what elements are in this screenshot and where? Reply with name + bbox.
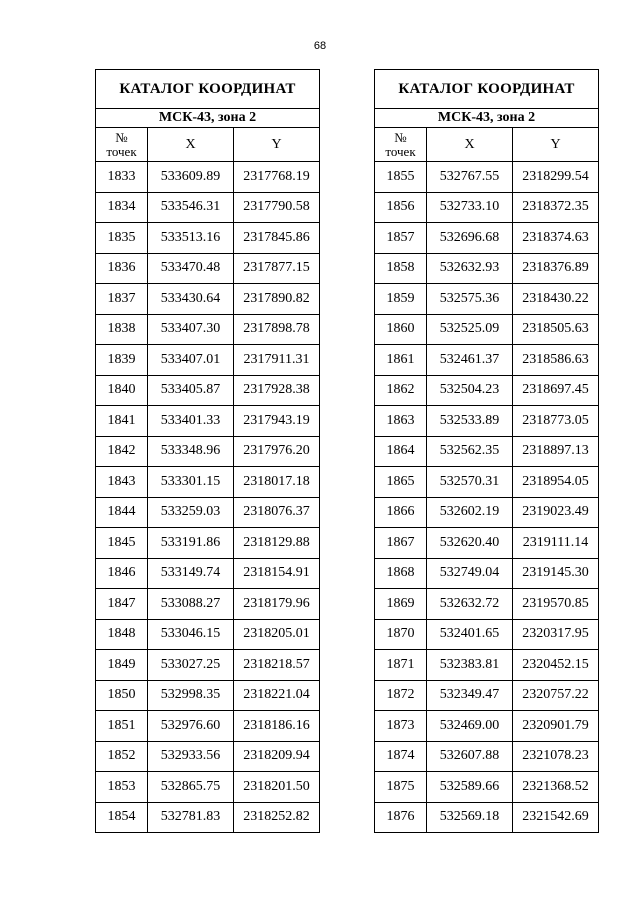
x-coordinate-cell: 532533.89 [427, 406, 513, 437]
table-row [96, 619, 320, 650]
points-label: точек [385, 143, 416, 159]
y-coordinate-cell: 2319145.30 [513, 558, 599, 589]
y-coordinate-cell: 2317790.58 [234, 192, 320, 223]
point-number-cell: 1835 [96, 223, 148, 254]
table-row [375, 497, 599, 528]
point-number-cell: 1875 [375, 772, 427, 803]
table-row [375, 253, 599, 284]
point-number-cell: 1840 [96, 375, 148, 406]
y-coordinate-cell: 2321078.23 [513, 741, 599, 772]
x-coordinate-cell: 533546.31 [148, 192, 234, 223]
column-header-point-number [96, 128, 148, 162]
table-row [96, 345, 320, 376]
point-number-cell: 1867 [375, 528, 427, 559]
y-coordinate-cell: 2318218.57 [234, 650, 320, 681]
x-coordinate-cell: 532696.68 [427, 223, 513, 254]
point-number-cell: 1848 [96, 619, 148, 650]
y-coordinate-cell: 2318076.37 [234, 497, 320, 528]
x-coordinate-cell: 533046.15 [148, 619, 234, 650]
table-row [96, 314, 320, 345]
y-coordinate-cell: 2319570.85 [513, 589, 599, 620]
x-coordinate-cell: 532575.36 [427, 284, 513, 315]
coordinate-catalog-right [374, 69, 599, 833]
table-row [375, 619, 599, 650]
y-coordinate-cell: 2320317.95 [513, 619, 599, 650]
y-coordinate-cell: 2317928.38 [234, 375, 320, 406]
table-row [96, 741, 320, 772]
catalog-title: КАТАЛОГ КООРДИНАТ [375, 70, 599, 109]
coordinate-system: МСК-43, зона 2 [375, 109, 599, 128]
y-coordinate-cell: 2321368.52 [513, 772, 599, 803]
x-coordinate-cell: 532998.35 [148, 680, 234, 711]
table-row [96, 223, 320, 254]
x-coordinate-cell: 532589.66 [427, 772, 513, 803]
table-row [96, 162, 320, 193]
y-coordinate-cell: 2318374.63 [513, 223, 599, 254]
point-number-cell: 1870 [375, 619, 427, 650]
point-number-cell: 1852 [96, 741, 148, 772]
table-row [375, 162, 599, 193]
column-header-point-number [375, 128, 427, 162]
y-coordinate-cell: 2320757.22 [513, 680, 599, 711]
point-number-cell: 1872 [375, 680, 427, 711]
y-coordinate-cell: 2320452.15 [513, 650, 599, 681]
y-coordinate-cell: 2317890.82 [234, 284, 320, 315]
table-row [96, 680, 320, 711]
number-sign: № [394, 129, 407, 145]
y-coordinate-cell: 2318299.54 [513, 162, 599, 193]
table-row [375, 314, 599, 345]
y-coordinate-cell: 2318954.05 [513, 467, 599, 498]
point-number-cell: 1855 [375, 162, 427, 193]
table-row [96, 711, 320, 742]
y-coordinate-cell: 2317877.15 [234, 253, 320, 284]
y-coordinate-cell: 2318129.88 [234, 528, 320, 559]
point-number-cell: 1869 [375, 589, 427, 620]
table-row [375, 223, 599, 254]
table-row [375, 406, 599, 437]
x-coordinate-cell: 533348.96 [148, 436, 234, 467]
point-number-cell: 1856 [375, 192, 427, 223]
y-coordinate-cell: 2318154.91 [234, 558, 320, 589]
x-coordinate-cell: 533401.33 [148, 406, 234, 437]
x-coordinate-cell: 532781.83 [148, 802, 234, 833]
point-number-cell: 1846 [96, 558, 148, 589]
table-row [96, 436, 320, 467]
y-coordinate-cell: 2317943.19 [234, 406, 320, 437]
column-header-x: X [148, 128, 234, 162]
y-coordinate-cell: 2319111.14 [513, 528, 599, 559]
table-row [375, 192, 599, 223]
table-row [375, 467, 599, 498]
x-coordinate-cell: 532469.00 [427, 711, 513, 742]
y-coordinate-cell: 2317976.20 [234, 436, 320, 467]
point-number-cell: 1850 [96, 680, 148, 711]
point-number-cell: 1873 [375, 711, 427, 742]
x-coordinate-cell: 533513.16 [148, 223, 234, 254]
y-coordinate-cell: 2318586.63 [513, 345, 599, 376]
y-coordinate-cell: 2321542.69 [513, 802, 599, 833]
x-coordinate-cell: 533149.74 [148, 558, 234, 589]
point-number-cell: 1861 [375, 345, 427, 376]
table-row [96, 406, 320, 437]
point-number-cell: 1845 [96, 528, 148, 559]
point-number-cell: 1859 [375, 284, 427, 315]
point-number-cell: 1837 [96, 284, 148, 315]
point-number-cell: 1833 [96, 162, 148, 193]
y-coordinate-cell: 2318430.22 [513, 284, 599, 315]
points-label: точек [106, 143, 137, 159]
table-row [96, 253, 320, 284]
point-number-cell: 1847 [96, 589, 148, 620]
number-sign: № [115, 129, 128, 145]
x-coordinate-cell: 533301.15 [148, 467, 234, 498]
point-number-cell: 1857 [375, 223, 427, 254]
point-number-cell: 1876 [375, 802, 427, 833]
table-row [375, 284, 599, 315]
x-coordinate-cell: 532865.75 [148, 772, 234, 803]
x-coordinate-cell: 532767.55 [427, 162, 513, 193]
x-coordinate-cell: 533191.86 [148, 528, 234, 559]
point-number-cell: 1865 [375, 467, 427, 498]
table-row [96, 558, 320, 589]
table-row [96, 497, 320, 528]
x-coordinate-cell: 533430.64 [148, 284, 234, 315]
column-header-y: Y [513, 128, 599, 162]
y-coordinate-cell: 2318697.45 [513, 375, 599, 406]
point-number-cell: 1834 [96, 192, 148, 223]
x-coordinate-cell: 532933.56 [148, 741, 234, 772]
x-coordinate-cell: 533609.89 [148, 162, 234, 193]
x-coordinate-cell: 533088.27 [148, 589, 234, 620]
catalog-title: КАТАЛОГ КООРДИНАТ [96, 70, 320, 109]
y-coordinate-cell: 2318897.13 [513, 436, 599, 467]
y-coordinate-cell: 2318179.96 [234, 589, 320, 620]
x-coordinate-cell: 532401.65 [427, 619, 513, 650]
y-coordinate-cell: 2318505.63 [513, 314, 599, 345]
x-coordinate-cell: 533027.25 [148, 650, 234, 681]
x-coordinate-cell: 532607.88 [427, 741, 513, 772]
table-row [96, 528, 320, 559]
x-coordinate-cell: 533407.30 [148, 314, 234, 345]
table-row [96, 192, 320, 223]
point-number-cell: 1843 [96, 467, 148, 498]
point-number-cell: 1844 [96, 497, 148, 528]
x-coordinate-cell: 533405.87 [148, 375, 234, 406]
point-number-cell: 1868 [375, 558, 427, 589]
table-row [96, 467, 320, 498]
y-coordinate-cell: 2317845.86 [234, 223, 320, 254]
point-number-cell: 1839 [96, 345, 148, 376]
column-header-x: X [427, 128, 513, 162]
table-row [375, 802, 599, 833]
y-coordinate-cell: 2317911.31 [234, 345, 320, 376]
point-number-cell: 1854 [96, 802, 148, 833]
table-row [96, 375, 320, 406]
table-body [375, 162, 599, 833]
point-number-cell: 1862 [375, 375, 427, 406]
point-number-cell: 1864 [375, 436, 427, 467]
y-coordinate-cell: 2318372.35 [513, 192, 599, 223]
column-header-y: Y [234, 128, 320, 162]
x-coordinate-cell: 532733.10 [427, 192, 513, 223]
y-coordinate-cell: 2318773.05 [513, 406, 599, 437]
table-row [375, 772, 599, 803]
x-coordinate-cell: 532569.18 [427, 802, 513, 833]
y-coordinate-cell: 2317768.19 [234, 162, 320, 193]
table-row [375, 680, 599, 711]
x-coordinate-cell: 533407.01 [148, 345, 234, 376]
x-coordinate-cell: 533259.03 [148, 497, 234, 528]
table-row [375, 589, 599, 620]
point-number-cell: 1853 [96, 772, 148, 803]
table-row [375, 558, 599, 589]
table-row [96, 284, 320, 315]
y-coordinate-cell: 2318376.89 [513, 253, 599, 284]
y-coordinate-cell: 2318201.50 [234, 772, 320, 803]
point-number-cell: 1838 [96, 314, 148, 345]
table-row [375, 528, 599, 559]
y-coordinate-cell: 2318252.82 [234, 802, 320, 833]
table-row [96, 589, 320, 620]
point-number-cell: 1871 [375, 650, 427, 681]
point-number-cell: 1863 [375, 406, 427, 437]
table-row [375, 375, 599, 406]
table-row [96, 650, 320, 681]
y-coordinate-cell: 2320901.79 [513, 711, 599, 742]
x-coordinate-cell: 532602.19 [427, 497, 513, 528]
y-coordinate-cell: 2318017.18 [234, 467, 320, 498]
y-coordinate-cell: 2317898.78 [234, 314, 320, 345]
y-coordinate-cell: 2318205.01 [234, 619, 320, 650]
coordinate-system: МСК-43, зона 2 [96, 109, 320, 128]
point-number-cell: 1860 [375, 314, 427, 345]
x-coordinate-cell: 533470.48 [148, 253, 234, 284]
table-row [375, 650, 599, 681]
point-number-cell: 1866 [375, 497, 427, 528]
y-coordinate-cell: 2319023.49 [513, 497, 599, 528]
point-number-cell: 1858 [375, 253, 427, 284]
x-coordinate-cell: 532562.35 [427, 436, 513, 467]
table-row [375, 436, 599, 467]
y-coordinate-cell: 2318209.94 [234, 741, 320, 772]
table-body [96, 162, 320, 833]
point-number-cell: 1836 [96, 253, 148, 284]
table-row [96, 802, 320, 833]
page-number: 68 [313, 40, 327, 52]
x-coordinate-cell: 532632.93 [427, 253, 513, 284]
x-coordinate-cell: 532749.04 [427, 558, 513, 589]
x-coordinate-cell: 532461.37 [427, 345, 513, 376]
coordinate-catalog-left [95, 69, 320, 833]
point-number-cell: 1849 [96, 650, 148, 681]
x-coordinate-cell: 532504.23 [427, 375, 513, 406]
table-row [375, 711, 599, 742]
point-number-cell: 1842 [96, 436, 148, 467]
point-number-cell: 1874 [375, 741, 427, 772]
x-coordinate-cell: 532525.09 [427, 314, 513, 345]
table-row [375, 345, 599, 376]
y-coordinate-cell: 2318186.16 [234, 711, 320, 742]
table-row [375, 741, 599, 772]
table-row [96, 772, 320, 803]
x-coordinate-cell: 532349.47 [427, 680, 513, 711]
point-number-cell: 1851 [96, 711, 148, 742]
x-coordinate-cell: 532383.81 [427, 650, 513, 681]
x-coordinate-cell: 532620.40 [427, 528, 513, 559]
y-coordinate-cell: 2318221.04 [234, 680, 320, 711]
x-coordinate-cell: 532976.60 [148, 711, 234, 742]
x-coordinate-cell: 532570.31 [427, 467, 513, 498]
point-number-cell: 1841 [96, 406, 148, 437]
x-coordinate-cell: 532632.72 [427, 589, 513, 620]
